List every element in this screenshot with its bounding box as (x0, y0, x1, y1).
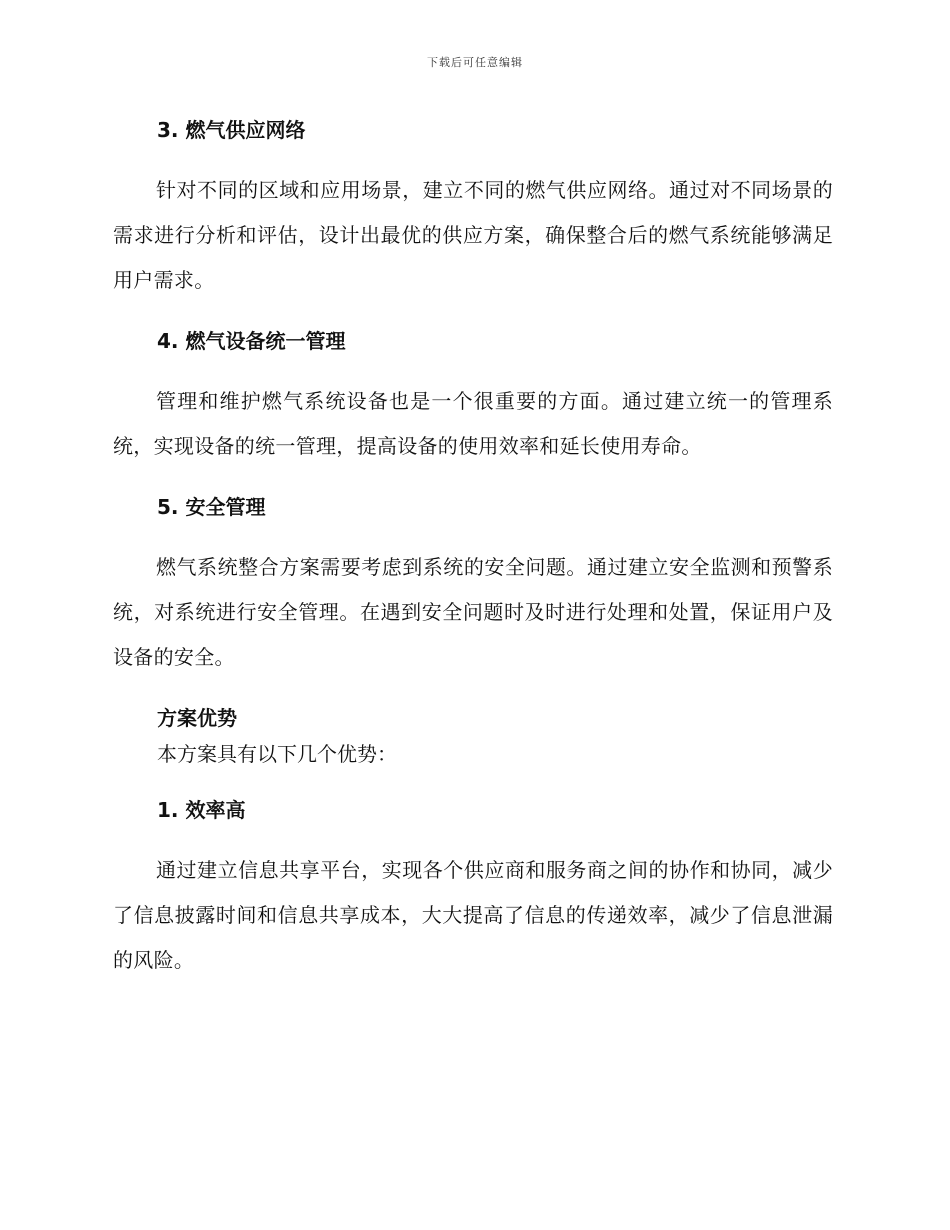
section-heading-safety-management: 5. 安全管理 (157, 495, 266, 519)
section-paragraph-safety-management: 燃气系统整合方案需要考虑到系统的安全问题。通过建立安全监测和预警系统，对系统进行安全管理。在遇到安全问题时及时进行处理和处置，保证用户及设备的安全。 (113, 555, 833, 669)
section-heading-high-efficiency: 1. 效率高 (157, 798, 246, 822)
document-body (113, 110, 833, 983)
section-paragraph-gas-supply-network: 针对不同的区域和应用场景，建立不同的燃气供应网络。通过对不同场景的需求进行分析和评估，设计出最优的供应方案，确保整合后的燃气系统能够满足用户需求。 (113, 178, 833, 292)
section-paragraph-equipment-management: 管理和维护燃气系统设备也是一个很重要的方面。通过建立统一的管理系统，实现设备的统一管理，提高设备的使用效率和延长使用寿命。 (113, 389, 833, 458)
section-heading-equipment-management: 4. 燃气设备统一管理 (157, 329, 346, 353)
header-note: 下载后可任意编辑 (427, 56, 523, 69)
section-heading-gas-supply-network: 3. 燃气供应网络 (157, 118, 306, 142)
section-paragraph-high-efficiency: 通过建立信息共享平台，实现各个供应商和服务商之间的协作和协同，减少了信息披露时间和信息共享成本，大大提高了信息的传递效率，减少了信息泄漏的风险。 (113, 858, 833, 972)
advantages-intro: 本方案具有以下几个优势： (157, 742, 397, 766)
section-heading-advantages: 方案优势 (157, 706, 237, 730)
